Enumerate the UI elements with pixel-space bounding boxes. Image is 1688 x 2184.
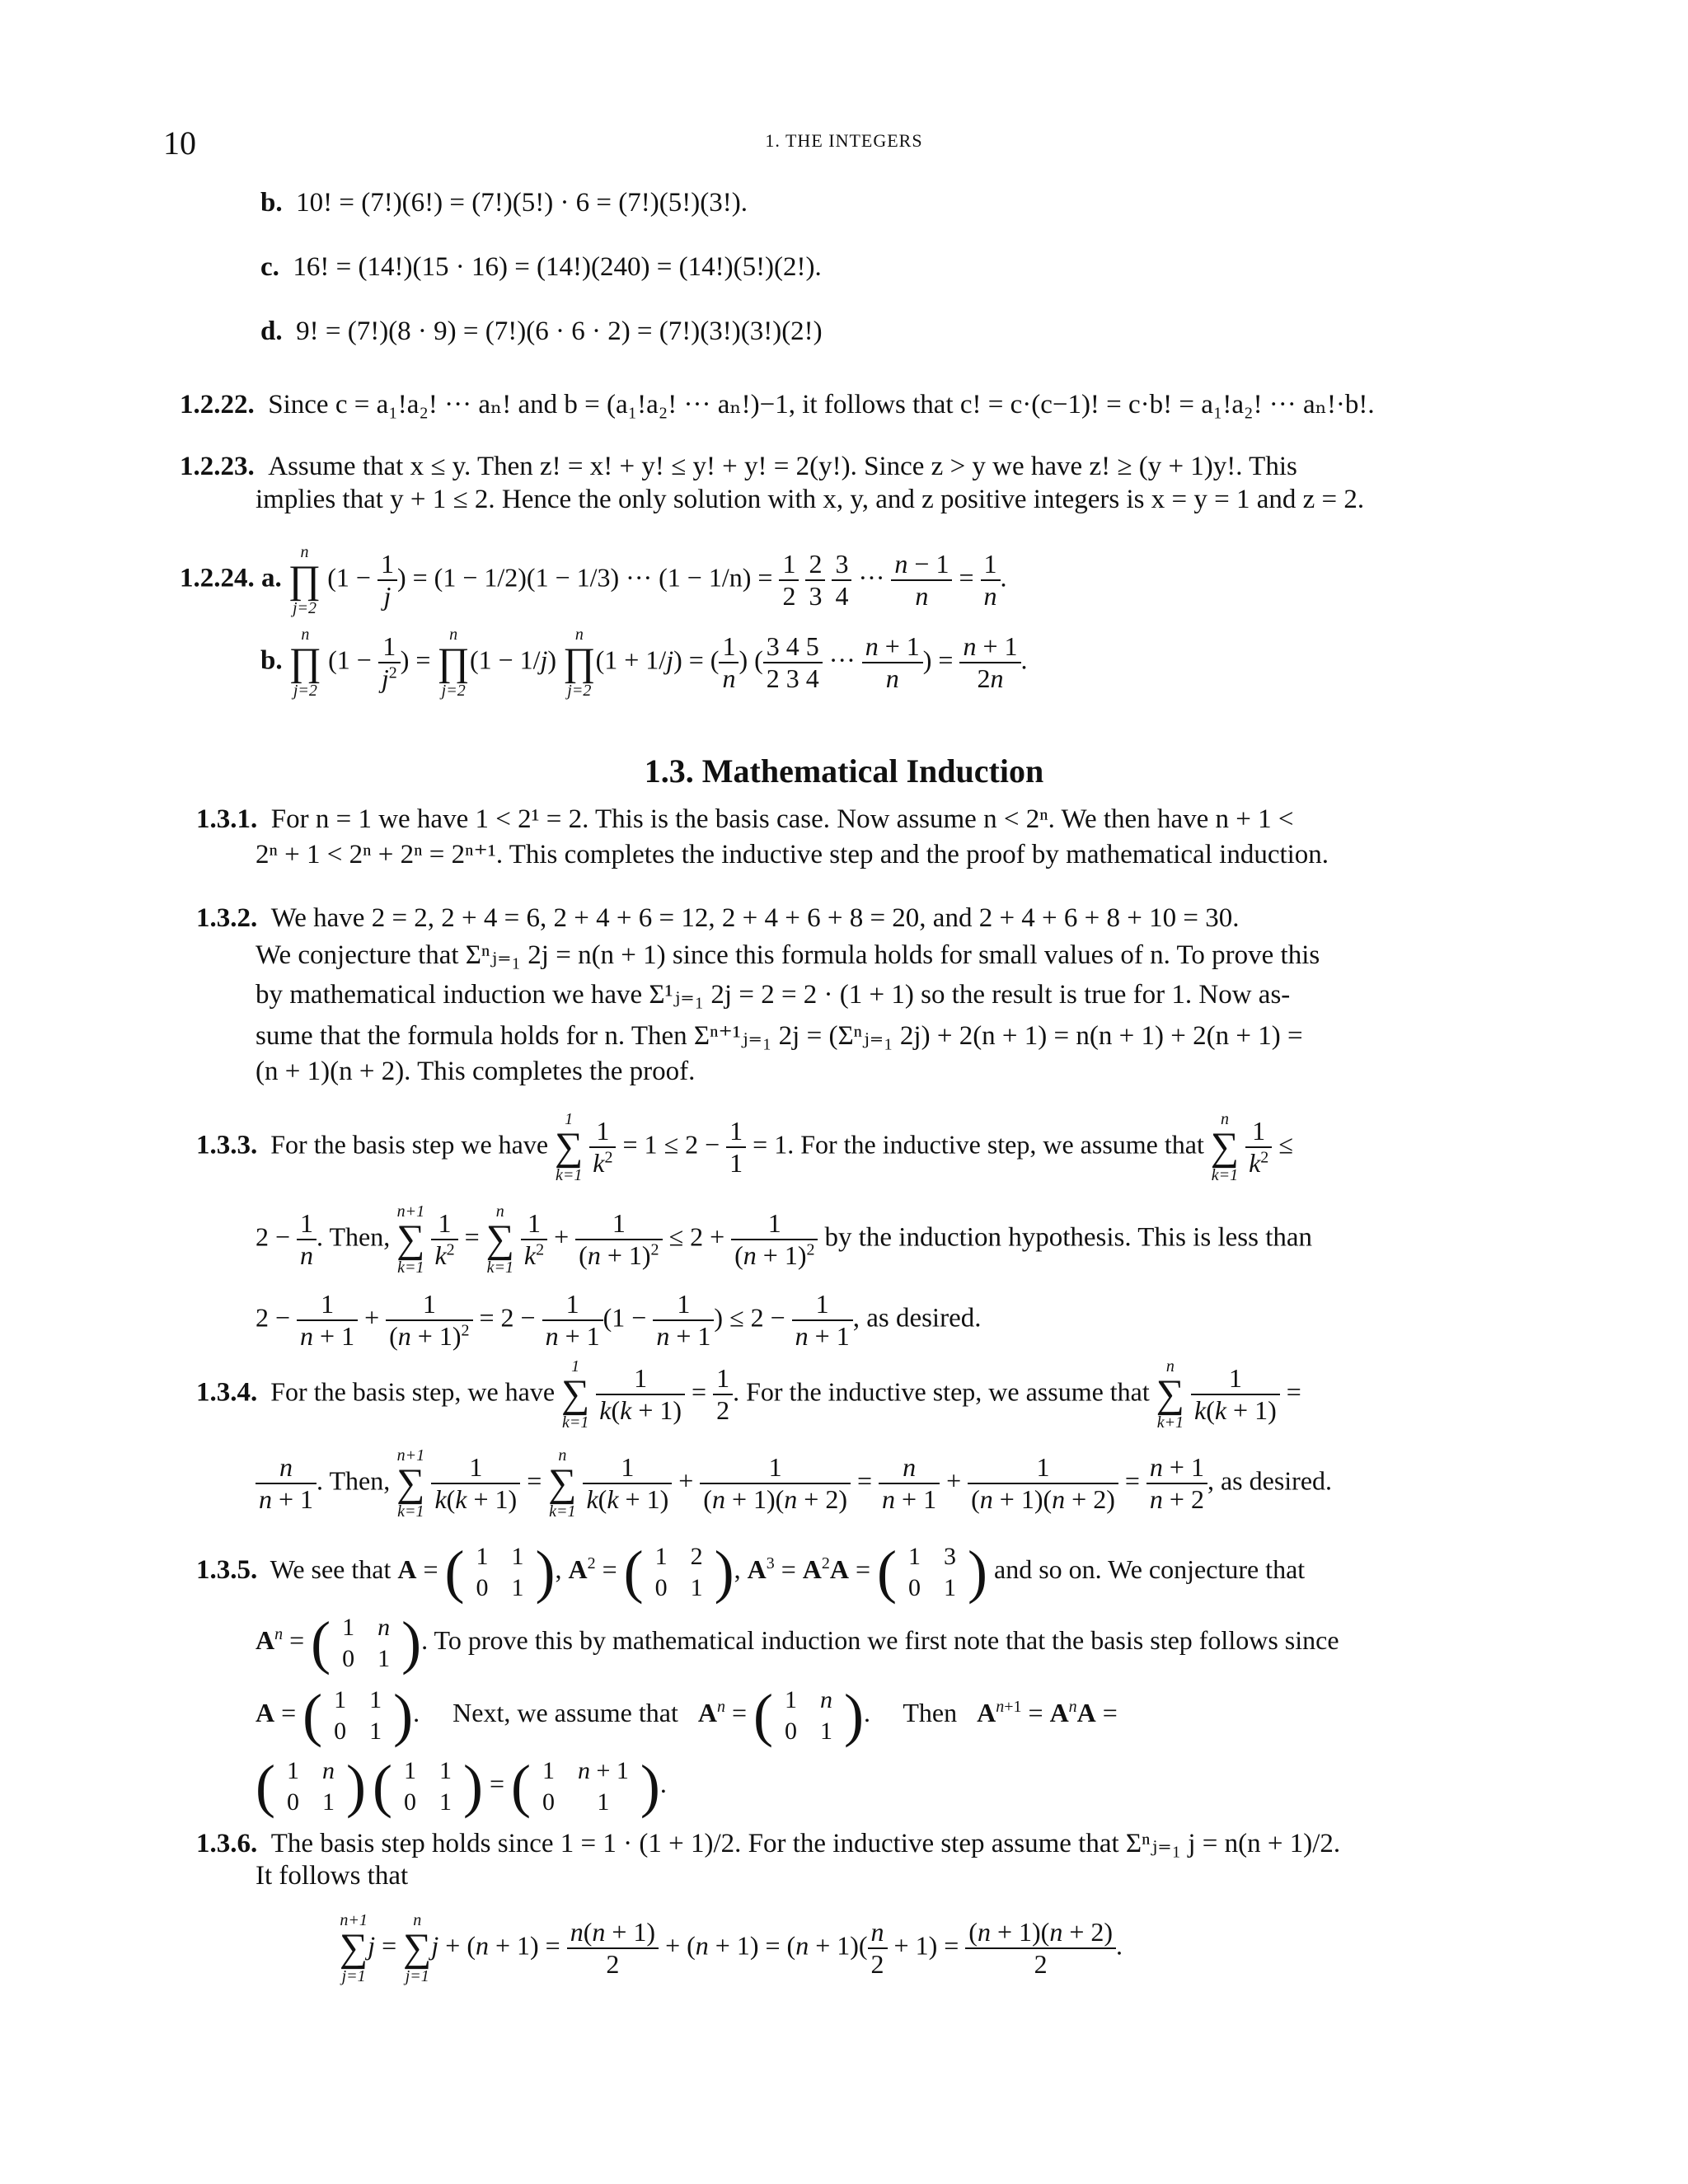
problem-1222-label: 1.2.22. — [180, 390, 255, 419]
problem-135-line2: $A^n$ = ( 1 n 0 1 ). To prove this by mathematical induction we first note that the basis step follows since — [256, 1610, 1339, 1675]
problem-135-line1: 1.3.5. We see that A = ( 1 1 0 1 ), $A^2$ = ( 1 2 0 1 ), $A^3 = A^2A$ = ( 1 3 0 1 ) and so on. We conjecture that — [196, 1539, 1306, 1605]
item-1221-c-text: 16! = (14!)(15 · 16) = (14!)(240) = (14!)(5!)(2!). — [293, 252, 822, 282]
item-1221-b: b. 10! = (7!)(6!) = (7!)(5!) · 6 = (7!)(5!)(3!). — [260, 188, 748, 218]
problem-1222-text: Since c = a₁!a₂! ··· aₙ! and b = (a₁!a₂! ··· aₙ!)−1, it follows that c! = c·(c−1)! = c·b! = a₁!a₂! ··· aₙ!·b!. — [268, 390, 1375, 419]
problem-1224-b: b. n ∏ j=2 (1 − $\frac{1}{j^2}$ ) = n ∏ j=2 (1 − 1/j) n ∏ j=2 (1 + 1/j) = ( $\frac{1}{n}$ ) ( $\frac{3}{2}$ $\frac{4}{3}$ $\frac{5}{4}$ ··· $\frac{n + 1}{n}$ ) = $\frac{n + 1}{2n}$ . — [260, 626, 1028, 700]
product-symbol: n ∏ j=2 — [288, 543, 321, 617]
problem-136-equation: n+1 ∑ j=1 j = n ∑ j=1 j + (n + 1) = $\frac{n(n + 1)}{2}$ + (n + 1) = (n + 1)( $\frac{n}{2}$ + 1) = $\frac{(n + 1)(n + 2)}{2}$ . — [340, 1911, 1123, 1985]
problem-132-label: 1.3.2. — [196, 903, 258, 933]
item-1221-b-text: 10! = (7!)(6!) = (7!)(5!) · 6 = (7!)(5!)(3!). — [296, 188, 748, 218]
page-number: 10 — [163, 124, 196, 162]
matrix-A: ( 1 1 0 1 ) — [444, 1539, 556, 1605]
running-title: 1. THE INTEGERS — [765, 130, 923, 151]
problem-136-label: 1.3.6. — [196, 1829, 258, 1858]
problem-131-line2: 2ⁿ + 1 < 2ⁿ + 2ⁿ = 2ⁿ⁺¹. This completes the inductive step and the proof by mathematical induction. — [256, 840, 1329, 869]
problem-132-line5: (n + 1)(n + 2). This completes the proof. — [256, 1057, 696, 1086]
matrix-A2: ( 1 2 0 1 ) — [623, 1539, 734, 1605]
problem-136-line2: It follows that — [256, 1861, 409, 1891]
problem-132-line3: by mathematical induction we have Σ¹ⱼ₌₁ 2j = 2 = 2 · (1 + 1) so the result is true for 1. Now as- — [256, 980, 1291, 1010]
problem-133-line3: 2 − $\frac{1}{n + 1}$ + $\frac{1}{(n + 1)^2}$ = 2 − $\frac{1}{n + 1}$ (1 − $\frac{1}{n + 1}$ ) ≤ 2 − $\frac{1}{n + 1}$ , as desired. — [256, 1289, 982, 1351]
matrix-An: ( 1 n 0 1 ) — [311, 1610, 422, 1675]
problem-1223-line2: implies that y + 1 ≤ 2. Hence the only solution with x, y, and z positive integers is x = y = 1 and z = 2. — [256, 485, 1365, 514]
matrix-A3: ( 1 3 0 1 ) — [877, 1539, 987, 1605]
item-1221-d-text: 9! = (7!)(8 · 9) = (7!)(6 · 6 · 2) = (7!)(3!)(3!)(2!) — [296, 316, 823, 346]
problem-134-line2: $\frac{n}{n + 1}$ . Then, n+1 ∑ k=1 $\frac{1}{k(k + 1)}$ = n ∑ k=1 $\frac{1}{k(k + 1)}$ + $\frac{1}{(n + 1)(n + 2)}$ = $\frac{n}{n + 1}$ + $\frac{1}{(n + 1)(n + 2)}$ = $\frac{n + 1}{n + 2}$ , as desired. — [256, 1447, 1332, 1520]
problem-132-line4: sume that the formula holds for n. Then Σⁿ⁺¹ⱼ₌₁ 2j = (Σⁿⱼ₌₁ 2j) + 2(n + 1) = n(n + 1) + 2(n + 1) = — [256, 1021, 1303, 1051]
problem-131-label: 1.3.1. — [196, 804, 258, 834]
problem-1224-a: 1.2.24. a. n ∏ j=2 (1 − $\frac{1}{j}$ ) = (1 − 1/2)(1 − 1/3) ··· (1 − 1/n) = $\frac{1}{2}$ $\frac{2}{3}$ $\frac{3}{4}$ ··· $\frac{n - 1}{n}$ = $\frac{1}{n}$ . — [180, 543, 1007, 617]
item-1221-c: c. 16! = (14!)(15 · 16) = (14!)(240) = (14!)(5!)(2!). — [260, 252, 822, 282]
problem-135-line4: ( 1 n 0 1 ) ( 1 1 0 1 ) = ( 1 n + 1 0 1 ). — [256, 1753, 667, 1819]
problem-1223-label: 1.2.23. — [180, 452, 255, 481]
problem-134-line1: 1.3.4. For the basis step, we have 1 ∑ k=1 $\frac{1}{k(k + 1)}$ = $\frac{1}{2}$ . For the inductive step, we assume that n ∑ k+1 $\frac{1}{k(k + 1)}$ = — [196, 1357, 1301, 1432]
problem-133-line2: 2 − $\frac{1}{n}$ . Then, n+1 ∑ k=1 $\frac{1}{k^2}$ = n ∑ k=1 $\frac{1}{k^2}$ + $\frac{1}{(n + 1)^2}$ ≤ 2 + $\frac{1}{(n + 1)^2}$ by the induction hypothesis. This is less than — [256, 1202, 1313, 1277]
problem-133-line1: 1.3.3. For the basis step we have 1 ∑ k=1 $\frac{1}{k^2}$ = 1 ≤ 2 − $\frac{1}{1}$ = 1. For the inductive step, we assume that n ∑ k=1 $\frac{1}{k^2}$ ≤ — [196, 1110, 1293, 1184]
problem-132-line1: 1.3.2. We have 2 = 2, 2 + 4 = 6, 2 + 4 + 6 = 12, 2 + 4 + 6 + 8 = 20, and 2 + 4 + 6 + 8 + 10 = 30. — [196, 903, 1240, 933]
item-1221-d: d. 9! = (7!)(8 · 9) = (7!)(6 · 6 · 2) = (7!)(3!)(3!)(2!) — [260, 316, 823, 346]
problem-132-line2: We conjecture that Σⁿⱼ₌₁ 2j = n(n + 1) since this formula holds for small values of n. To prove this — [256, 940, 1320, 970]
problem-136-line1: 1.3.6. The basis step holds since 1 = 1 · (1 + 1)/2. For the inductive step assume that Σⁿⱼ₌₁ j = n(n + 1)/2. — [196, 1829, 1341, 1858]
problem-1223-line1: 1.2.23. Assume that x ≤ y. Then z! = x! + y! ≤ y! + y! = 2(y!). Since z > y we have z! ≥ (y + 1)y!. This — [180, 452, 1297, 481]
section-title: 1.3. Mathematical Induction — [644, 752, 1044, 790]
problem-131-line1: 1.3.1. For n = 1 we have 1 < 2¹ = 2. This is the basis case. Now assume n < 2ⁿ. We then have n + 1 < — [196, 804, 1294, 834]
problem-135-line3: A = ( 1 1 0 1 ). Next, we assume that $A^n$ = ( 1 n 0 1 ). Then $A^{n+1} = A^nA$ = — [256, 1682, 1118, 1748]
problem-1224-label: 1.2.24. a. — [180, 563, 282, 593]
problem-1222 — [180, 387, 1375, 420]
